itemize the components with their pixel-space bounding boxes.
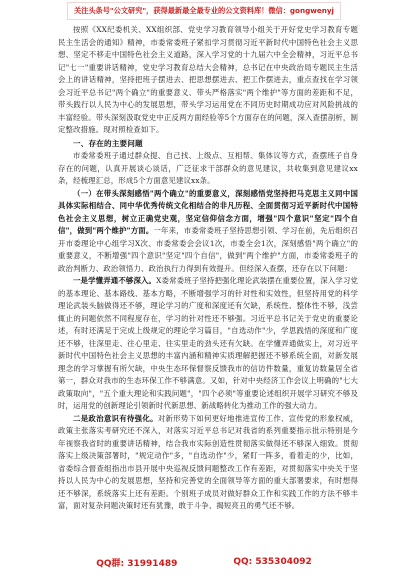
sub-point-1-text: X委常委班子坚持把强化理论武装摆在重要位置，深入学习党的基本理论、基本路线、基本方略，不断增强学习的针对性和实效性，但坚持用党的科学理论武装头脑做得还不够，理论学习的广度和深度还有欠缺，系统性、整体性不够，浅尝辄止的问题依然不同程度存在，学习的针对性还不够强。习近平总书记关于党史的重要论述，有时还满足于完成上级规定的理论学习篇目，"自选动作"少，学思践悟的深度和广度还不够，往深里走、往心里走、往实里走的劲头还有欠缺。在学懂弄通做实上，对习近平新时代中国特色社会主义思想的丰富内涵和精神实质理解把握还不够系统全面，对新发展理念的学习掌握有所欠缺，中央生态环保督察反馈我市的信访件数量，重复访数量居全省第一，群众对我市的生态环保工作不够满意。又如，针对中央经济工作会议上明确的"七大政策取向"，"五个重大理论和实践问题"，"四个必须"等重要论述组织开展学习研究不够及时，运用党的创新理论引领新时代新思想、新战略转化为推动工作的强大动力。 [58, 276, 358, 410]
sub-point-1-paragraph [58, 275, 358, 413]
document-body [58, 24, 358, 513]
top-banner [0, 0, 408, 22]
sub-point-1-title: 一是学懂弄通不够深入。 [73, 276, 157, 285]
sub-point-2-title: 二是政治意识有待强化。 [73, 413, 158, 423]
section-heading-1: 一、存在的主要问题 [73, 138, 143, 148]
sub-point-2-text: 对新形势下如何更好地推进宣传工作、宣传党的形象权威，政策主张落实考研究还不深入，对落实习近平总书记对我省的系列重要指示批示特别是今年视察我省时的重要讲话精神，结合我市实际创造性贯彻落实做得还不够深入细致。贯彻落实上级决策部署时，"规定动作"多，"自选动作"少，紧盯一阵多，看着走的少，比如，省委综合督查组指出市县开展中央巡视反馈问题整改工作有差距，对贯彻落实中央关于坚持以人民为中心的发展思想，坚持和完善党的全面领导等方面的重大部署要求，有时想得还不够深，系统落实上还有差距。个别班子成员对做好群众工作和实践工作的方法不够丰富，面对复杂问题决策时还有犹豫，敢于斗争、揭短亮丑的勇气还不够。 [58, 413, 358, 510]
point-1-title: （一）在带头深刻感悟"两个确立"的重要意义，深刻感悟党坚持把马克思主义同中国具体实际相结合、同中华优秀传统文化相结合的非凡历程、全面贯彻习近平新时代中国特色社会主义思想，树立正确党史观，坚定信仰信念方面，增强"四个意识"坚定"四个自信"，做到"两个维护"方面。 [58, 188, 358, 235]
banner-text: 关注头条号"公文研究"，获得最新最全最专业的公文资料库！微信：gongwenyj [67, 2, 341, 20]
point-1-paragraph [58, 188, 358, 276]
sub-point-2-paragraph [58, 413, 358, 513]
intro-paragraph: 按照《XX纪委机关、XX组织部、党史学习教育领导小组关于开好党史学习教育专题民主生活会的通知》精神，市委常委班子紧扣学习贯彻习近平新时代中国特色社会主义思想、坚定不移走中国特色社会主义道路，深入学习党的十九届六中全会精神，习近平总书记"七一"重要讲话精神，党史学习教育总结大会精神，总书记在中央政治局专题民主生活会上的讲话精神，坚持把班子摆进去、把思想摆进去、把工作摆进去，重点查找在学习领会习近平总书记"两个确立"的重要意义、带头严格落实"两个维护"等方面的差距和不足，带头践行以人民为中心的发展思想，带头学习运用党在不同历史时期成功应对风险挑战的丰富经验。带头深刻汲取党史中正反两方面经验等5个方面存在的问题，深入查摆剖析，制定整改措施。现对照检查如下。 [58, 25, 358, 134]
footer-contact [0, 553, 408, 571]
paragraph-2: 市委常委班子通过群众提、自己找、上级点、互相帮、集体议等方式，查摆班子自身存在的问题，认真开展谈心谈话，广泛征求干部群众的意见建议，共收集到意见建议xx条，经梳理汇总，形成5个方面意见建议xx条。 [58, 151, 358, 185]
qq-number: QQ: 535304092 [233, 557, 312, 567]
point-1-text: 一年来，市委常委班子坚持思想引领、学习在前，先后组织召开市委理论中心组学习X次、市委常委会会议1次，市委全会1次，深刻感悟"两个确立"的重要意义，不断增强"四个意识"坚定"四个自信"，做到"两个维护"方面，市委常委班子的政治判断力、政治领悟力、政治执行力得到有效提升。但经深入查摆，还存在以下问题： [58, 226, 358, 273]
qq-group: QQ群: 31991489 [96, 558, 178, 569]
